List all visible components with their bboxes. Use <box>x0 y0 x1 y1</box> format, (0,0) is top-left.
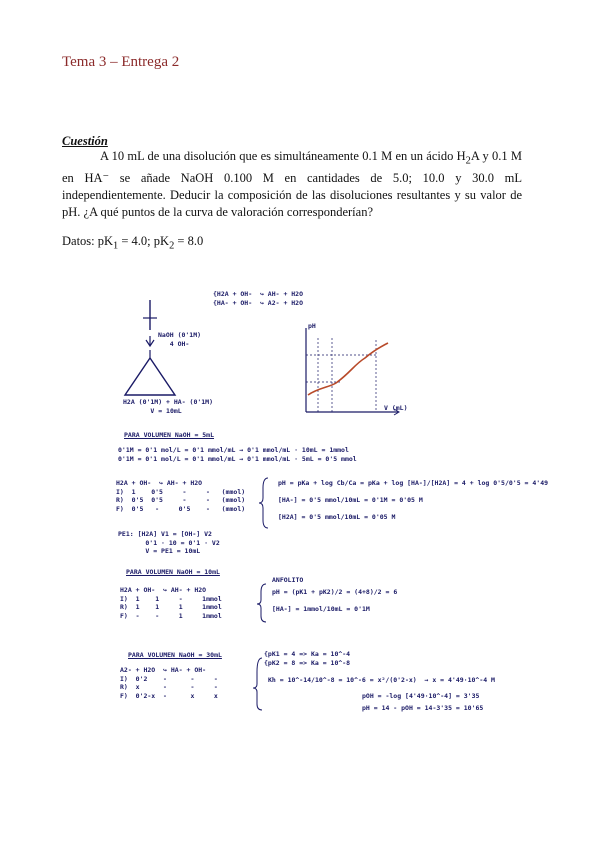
burette-label: NaOH (0'1M) 4 OH- <box>158 331 202 348</box>
graph-x-label: V (mL) <box>384 404 408 412</box>
section-10ml-heading: PARA VOLUMEN NaOH = 10mL <box>126 568 220 576</box>
table-30ml: A2- + H2O ↪ HA- + OH- I) 0'2 - - - R) x - - - F) 0'2-x - x x <box>120 666 218 700</box>
datos-sub2: 2 <box>169 240 175 252</box>
question-rest: HA⁻ se añade NaOH 0.100 M en cantidades de 5.0; 10.0 y 30.0 mL independientemente. Deducir la composición de las disoluciones resultantes y su valor de pH. ¿A qué puntos de la curva de valoración corresponderían? <box>62 170 523 219</box>
kh-calc: Kh = 10^-14/10^-8 = 10^-6 = x²/(0'2-x) → x = 4'49·10^-4 M <box>268 676 495 684</box>
pk-values: {pK1 = 4 => Ka = 10^-4 {pK2 = 8 => Ka = 10^-8 <box>264 650 351 667</box>
table-10ml: H2A + OH- ↪ AH- + H2O I) 1 1 - 1mmol R) 1 1 1 1mmol F) - - 1 1mmol <box>120 586 222 620</box>
anfolito-label: ANFOLITO <box>272 576 304 584</box>
calc-5ml: 0'1M = 0'1 mol/L = 0'1 mmol/mL → 0'1 mmol/mL · 10mL = 1mmol 0'1M = 0'1 mol/L = 0'1 mmol/mL → 0'1 mmol/mL · 5mL = 0'5 mmol <box>118 446 357 463</box>
brace-1 <box>259 478 268 528</box>
equivalence-point: PE1: [H2A] V1 = [OH-] V2 0'1 · 10 = 0'1 · V2 V = PE1 = 10mL <box>118 530 220 555</box>
table-5ml: H2A + OH- ↪ AH- + H2O I) 1 0'5 - - (mmol) R) 0'5 0'5 - - (mmol) F) 0'5 - 0'5 - (mmol) <box>116 479 246 513</box>
flask-icon <box>125 358 175 395</box>
ph-5ml: pH = pKa + log Cb/Ca = pKa + log [HA-]/[H2A] = 4 + log 0'5/0'5 = 4'49 [HA-] = 0'5 mmol/10mL = 0'1M = 0'05 M [H2A] = 0'5 mmol/10mL = 0'05 M <box>278 479 549 521</box>
question-line1: A 10 mL de una disolución que es simultáneamente 0.1 M en un ácido H <box>100 149 466 163</box>
section-5ml-heading: PARA VOLUMEN NaOH = 5mL <box>124 431 215 439</box>
page-title: Tema 3 – Entrega 2 <box>62 54 180 70</box>
ph-10ml: pH = (pK1 + pK2)/2 = (4+8)/2 = 6 [HA-] = 1mmol/10mL = 0'1M <box>272 588 398 613</box>
ph-30ml: pH = 14 - pOH = 14-3'35 = 10'65 <box>362 704 484 712</box>
question-line1-end: A y 0.1 M en <box>62 149 522 185</box>
flask-label: H2A (0'1M) + HA- (0'1M) V = 10mL <box>123 398 214 415</box>
datos-value1: = 4.0; pK <box>118 234 170 248</box>
datos-value2: = 8.0 <box>174 234 204 248</box>
brace-2 <box>257 584 266 622</box>
graph-y-label: pH <box>308 322 316 330</box>
reaction-equations: {H2A + OH- ↪ AH- + H2O {HA- + OH- ↪ A2- + H2O <box>213 290 304 307</box>
datos-sub1: 1 <box>113 240 119 252</box>
brace-3 <box>253 658 262 710</box>
datos-label: Datos: pK <box>62 234 114 248</box>
question-line1-sub: 2 <box>465 155 471 167</box>
question-heading: Cuestión <box>62 134 108 148</box>
section-30ml-heading: PARA VOLUMEN NaOH = 30mL <box>128 651 222 659</box>
poh-calc: pOH = -log [4'49·10^-4] = 3'35 <box>362 692 480 700</box>
